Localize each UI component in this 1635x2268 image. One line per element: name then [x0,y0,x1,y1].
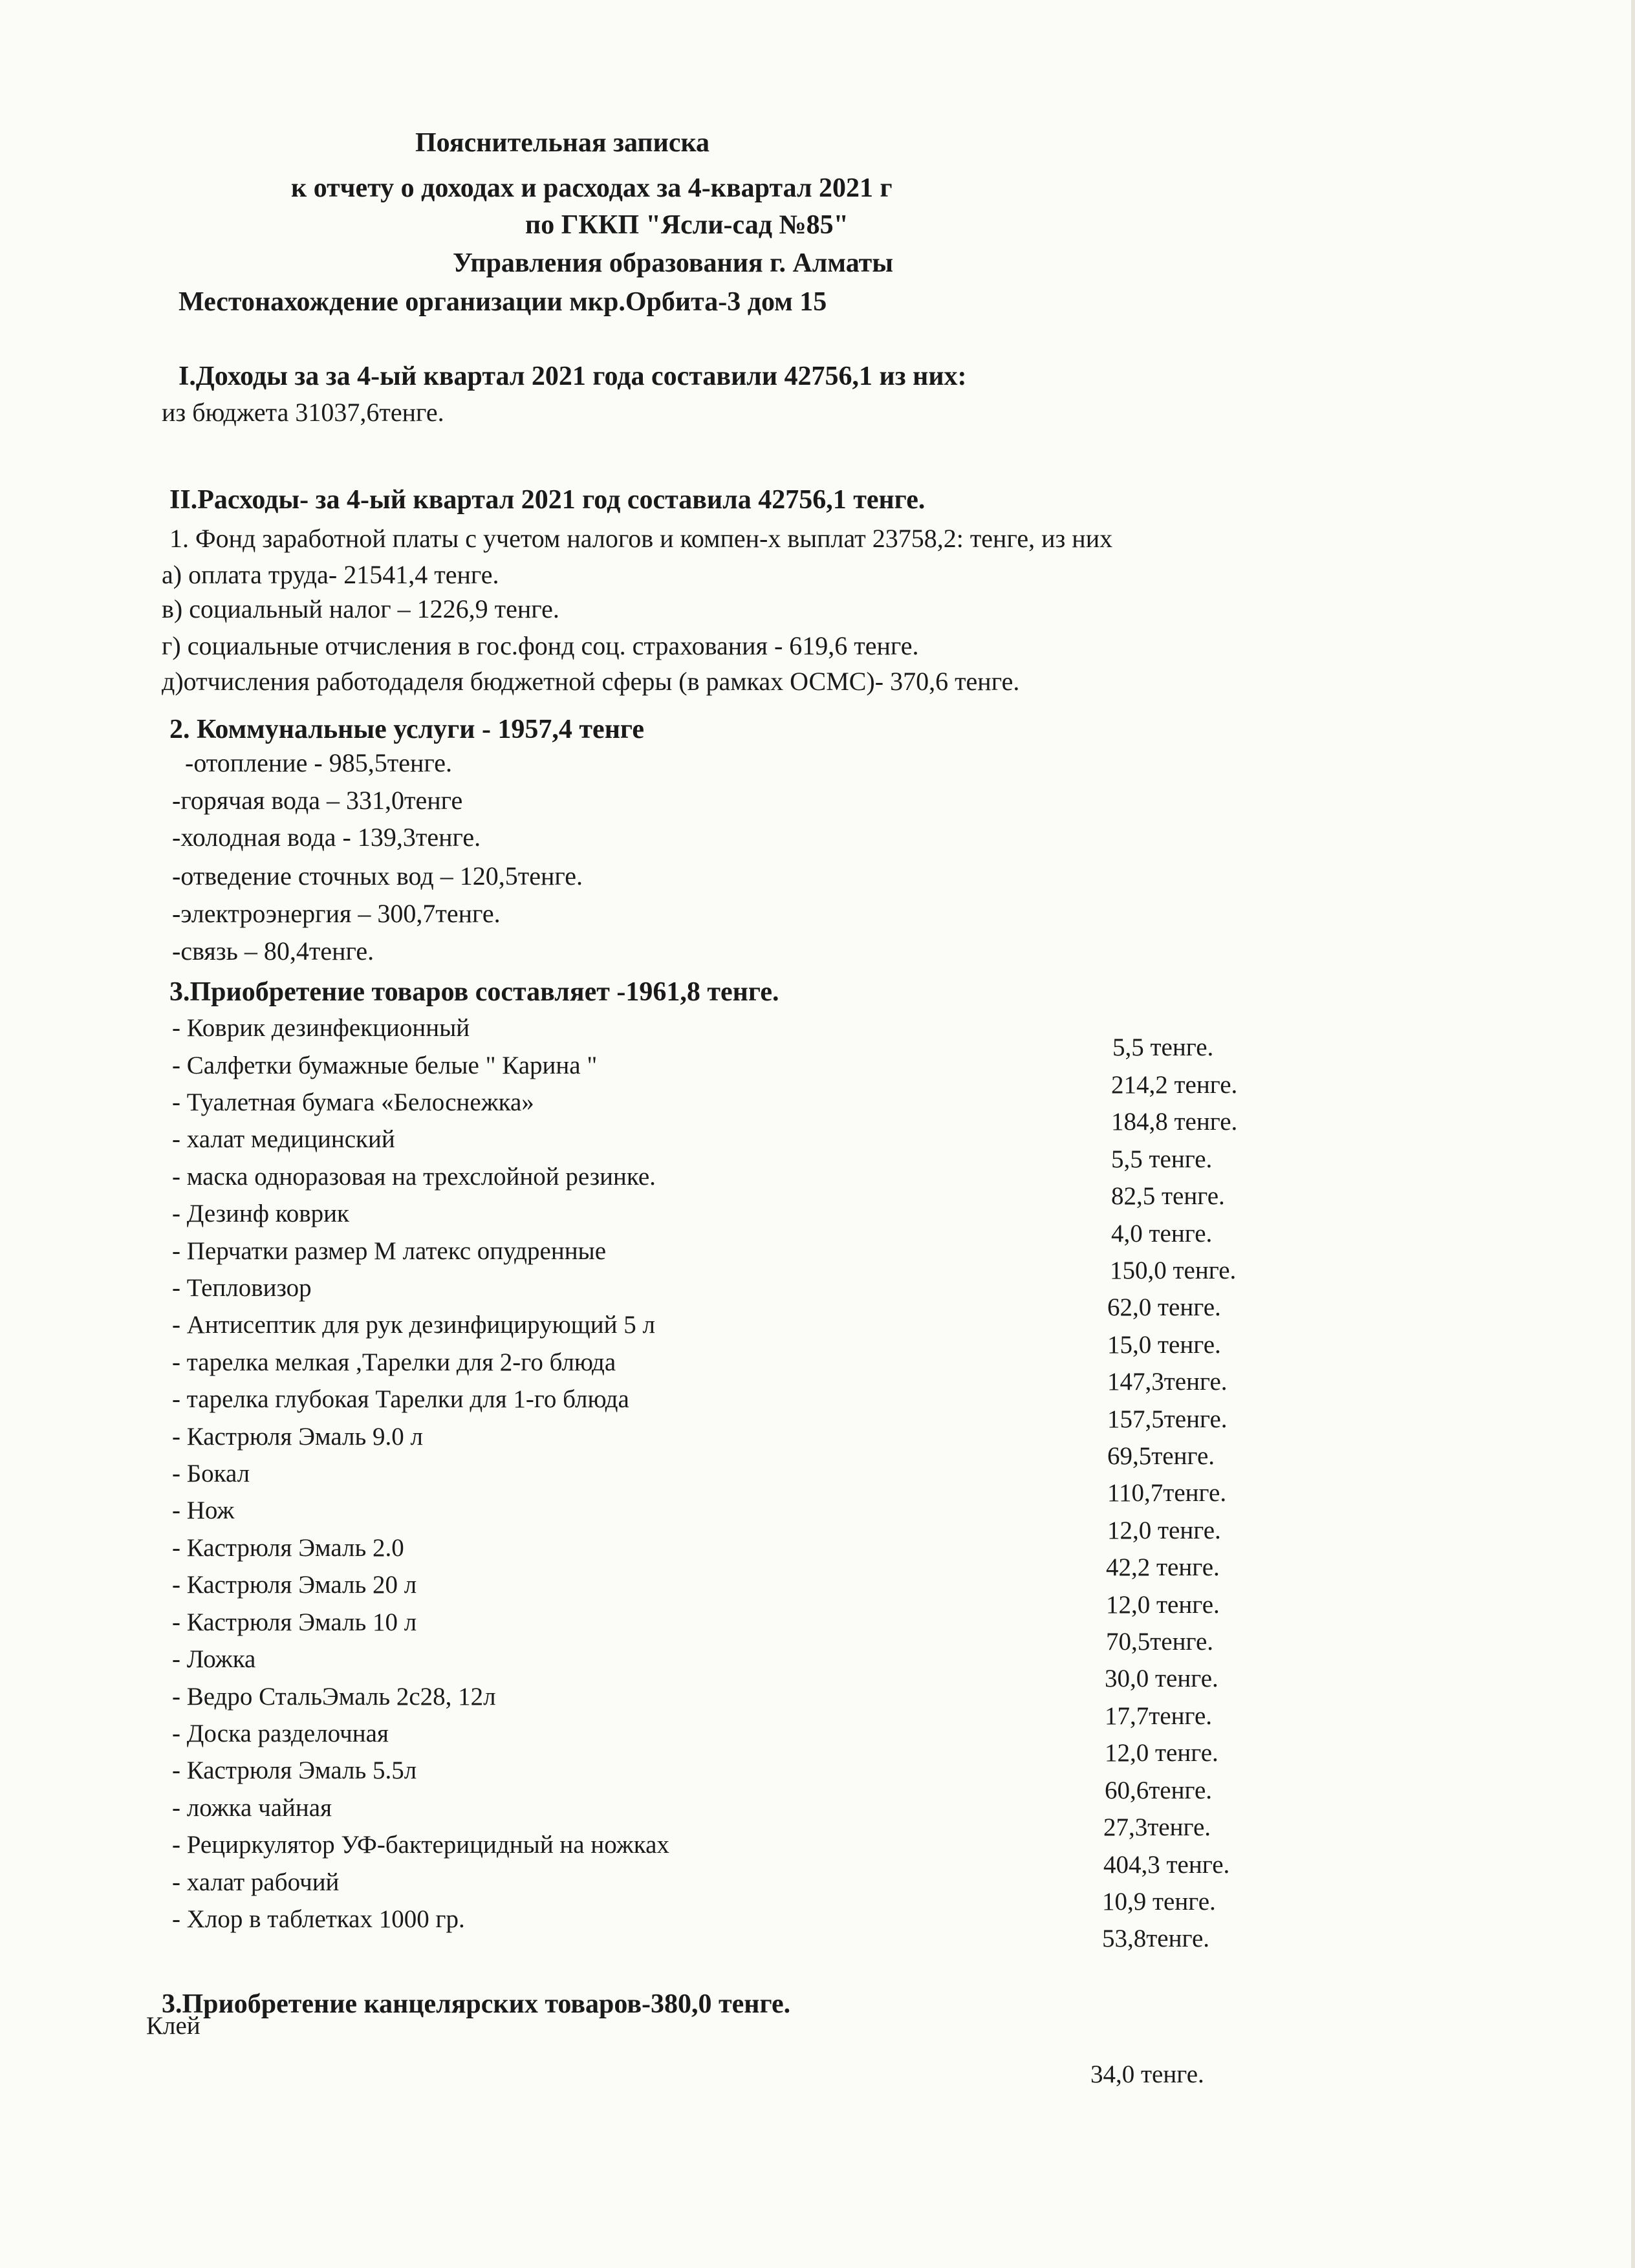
goods-item-name: - Антисептик для рук дезинфицирующий 5 л [172,1311,655,1339]
goods-item-amount: 404,3 тенге. [1103,1851,1230,1879]
goods-item-amount: 214,2 тенге. [1111,1071,1238,1099]
goods-item-name: - Ложка [172,1645,256,1673]
goods-item-name: - Кастрюля Эмаль 5.5л [172,1756,417,1784]
utility-electricity: -электроэнергия – 300,7тенге. [172,899,501,928]
goods-item-name: - Доска разделочная [172,1720,389,1747]
goods-item-name: - Салфетки бумажные белые " Карина " [172,1052,598,1079]
office-item-name: Клей [146,2012,200,2040]
goods-item-name: - халат рабочий [172,1868,340,1896]
goods-item-amount: 70,5тенге. [1106,1628,1214,1656]
utility-hot-water: -горячая вода – 331,0тенге [172,786,463,815]
goods-item-name: - Ведро СтальЭмаль 2с28, 12л [172,1683,496,1711]
goods-item-amount: 17,7тенге. [1105,1702,1213,1730]
goods-item-amount: 82,5 тенге. [1111,1182,1225,1210]
goods-item-amount: 150,0 тенге. [1110,1257,1237,1284]
payroll-item-a: а) оплата труда- 21541,4 тенге. [162,560,499,589]
payroll-item-g: г) социальные отчисления в гос.фонд соц. страхования - 619,6 тенге. [162,631,919,660]
goods-item-name: - Нож [172,1496,235,1524]
payroll-item-d: д)отчисления работодаделя бюджетной сферы (в рамках ОСМС)- 370,6 тенге. [162,667,1020,696]
scan-edge-right [1631,0,1635,2268]
goods-item-name: - Перчатки размер М латекс опудренные [172,1237,607,1265]
goods-item-amount: 69,5тенге. [1107,1442,1215,1470]
goods-item-amount: 5,5 тенге. [1112,1033,1214,1061]
goods-item-amount: 53,8тенге. [1102,1925,1210,1952]
goods-item-amount: 15,0 тенге. [1107,1331,1221,1359]
goods-item-amount: 110,7тенге. [1107,1479,1227,1507]
goods-item-name: - Кастрюля Эмаль 2.0 [172,1534,404,1562]
goods-item-amount: 157,5тенге. [1107,1405,1228,1433]
goods-item-amount: 4,0 тенге. [1111,1220,1213,1247]
goods-item-name: - Рециркулятор УФ-бактерицидный на ножках [172,1831,669,1859]
goods-item-name: - Хлор в таблетках 1000 гр. [172,1905,465,1933]
utility-sewage: -отведение сточных вод – 120,5тенге. [172,861,583,891]
goods-item-amount: 184,8 тенге. [1111,1108,1238,1136]
goods-item-name: - Коврик дезинфекционный [172,1014,470,1042]
goods-item-name: - ложка чайная [172,1794,332,1822]
utilities-heading: 2. Коммунальные услуги - 1957,4 тенге [169,715,645,744]
goods-item-name: - Тепловизор [172,1274,312,1302]
doc-subtitle-dept: Управления образования г. Алматы [453,248,894,278]
goods-heading: 3.Приобретение товаров составляет -1961,8 тенге. [169,977,779,1007]
goods-item-name: - Кастрюля Эмаль 20 л [172,1571,417,1599]
goods-item-name: - Туалетная бумага «Белоснежка» [172,1088,534,1116]
utility-communication: -связь – 80,4тенге. [172,936,374,966]
utility-cold-water: -холодная вода - 139,3тенге. [172,823,481,852]
income-heading: I.Доходы за за 4-ый квартал 2021 года составили 42756,1 из них: [179,362,967,391]
goods-item-amount: 12,0 тенге. [1106,1591,1220,1619]
payroll-item-v: в) социальный налог – 1226,9 тенге. [162,594,559,623]
goods-item-name: - халат медицинский [172,1125,395,1153]
utility-heating: -отопление - 985,5тенге. [185,748,453,777]
goods-item-amount: 62,0 тенге. [1107,1293,1221,1321]
doc-subtitle-report: к отчету о доходах и расходах за 4-квартал 2021 г [291,173,893,203]
goods-item-amount: 5,5 тенге. [1111,1145,1213,1173]
goods-item-amount: 12,0 тенге. [1105,1739,1218,1767]
goods-item-amount: 27,3тенге. [1103,1813,1211,1841]
goods-item-amount: 30,0 тенге. [1105,1665,1218,1692]
goods-item-amount: 60,6тенге. [1105,1777,1213,1804]
goods-item-amount: 42,2 тенге. [1106,1553,1220,1581]
doc-title: Пояснительная записка [415,128,710,158]
goods-item-name: - тарелка мелкая ,Тарелки для 2-го блюда [172,1348,616,1376]
goods-item-name: - Кастрюля Эмаль 9.0 л [172,1423,423,1451]
goods-item-name: - тарелка глубокая Тарелки для 1-го блюда [172,1385,629,1413]
doc-location: Местонахождение организации мкр.Орбита-3 дом 15 [179,287,827,317]
goods-item-amount: 12,0 тенге. [1107,1517,1221,1544]
goods-item-name: - Кастрюля Эмаль 10 л [172,1608,417,1636]
goods-item-amount: 147,3тенге. [1107,1368,1228,1396]
expenses-heading: II.Расходы- за 4-ый квартал 2021 год составила 42756,1 тенге. [169,485,926,515]
goods-item-name: - маска одноразовая на трехслойной резинке. [172,1163,656,1191]
doc-subtitle-org: по ГККП "Ясли-сад №85" [525,210,849,240]
income-budget: из бюджета 31037,6тенге. [162,398,444,427]
goods-item-name: - Дезинф коврик [172,1200,349,1227]
payroll-line: 1. Фонд заработной платы с учетом налогов и компен-х выплат 23758,2: тенге, из них [169,524,1113,553]
goods-item-amount: 10,9 тенге. [1102,1888,1216,1916]
office-supplies-heading: 3.Приобретение канцелярских товаров-380,0 тенге. [162,1989,791,2019]
goods-item-name: - Бокал [172,1460,250,1487]
office-item-amount: 34,0 тенге. [1090,2060,1204,2088]
